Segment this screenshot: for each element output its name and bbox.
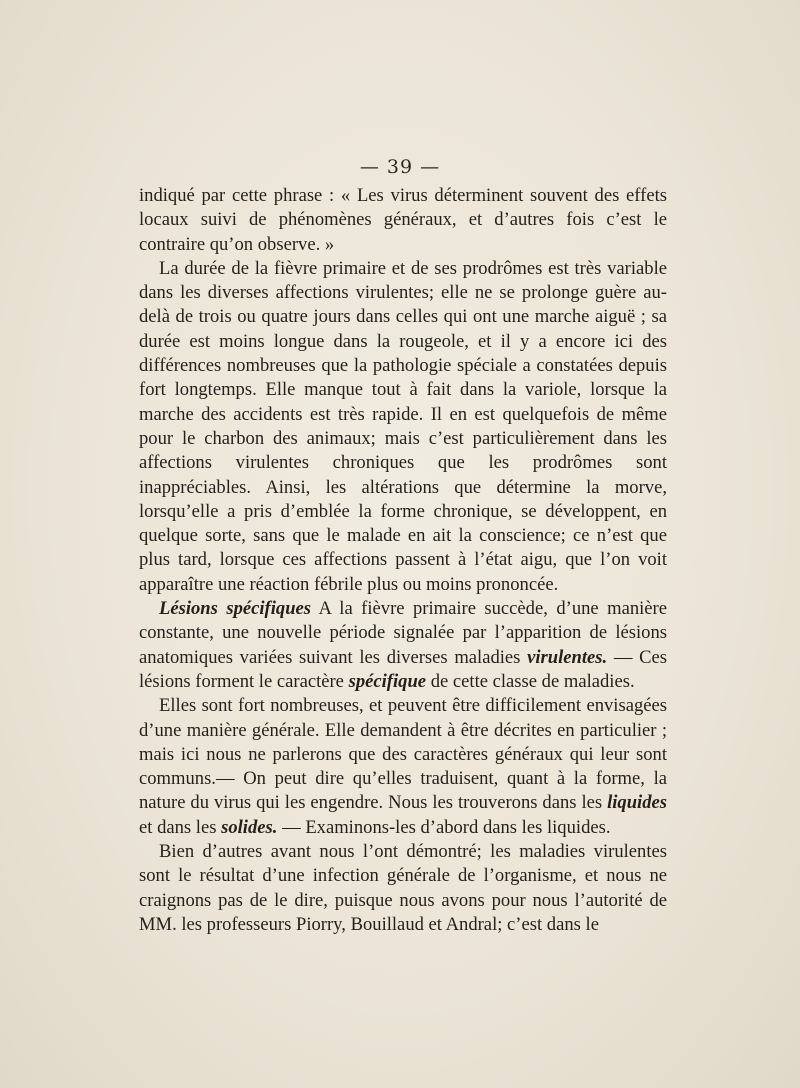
text-run: La durée de la fièvre primaire et de ses prodrômes est très variable dans les diverses affections virulentes; elle ne se prolonge guère au-delà de trois ou quatre jours dans celles qui ont une marche aiguë ; sa durée est moins longue dans la rougeole, et il y a encore ici des différences nombreuses que la pathologie spéciale a constatées depuis fort longtemps. Elle manque tout à fait dans la variole, lorsque la marche des accidents est très rapide. Il en est quelquefois de même pour le charbon des animaux; mais c’est particulièrement dans les affections virulentes chroniques que les prodrômes sont inappréciables. Ainsi, les altérations que détermine la morve, lorsqu’elle a pris d’emblée la forme chronique, se développent, en quelque sorte, sans que le malade en ait la conscience; ce n’est que plus tard, lorsque ces affections passent à l’état aigu, que l’on voit apparaître une réaction fébrile plus ou moins prononcée. [139, 257, 667, 595]
text-run: A la fièvre primaire succède, d’une manière constante, une nouvelle période signalée par l’apparition de lésions anatomiques variées suivant les diverses maladies [139, 598, 667, 668]
text-run: — Examinons-les d’abord dans les liquides. [277, 816, 611, 838]
paragraph-p2 [139, 257, 667, 597]
text-run: — Ces lésions forment le caractère [139, 646, 667, 692]
paragraph-p4 [139, 694, 667, 840]
paragraph-p3 [139, 597, 667, 694]
text-run: indiqué par cette phrase : « Les virus déterminent souvent des effets locaux suivi de phénomènes généraux, et d’autres fois c’est le contraire qu’on observe. » [139, 185, 667, 255]
emphasized-text: virulentes. [527, 646, 608, 668]
paragraph-p5 [139, 840, 667, 937]
emphasized-text: spécifique [348, 670, 427, 692]
text-run: Bien d’autres avant nous l’ont démontré; les maladies virulentes sont le résultat d’une infection générale de l’organisme, et nous ne craignons pas de le dire, puisque nous avons pour nous l’autorité de MM. les professeurs Piorry, Bouillaud et Andral; c’est dans le [139, 841, 667, 935]
paragraph-p1 [139, 184, 667, 257]
emphasized-text: solides. [221, 816, 278, 838]
text-run: Elles sont fort nombreuses, et peuvent être difficilement envisagées d’une manière générale. Elle demandent à être décrites en particulier ; mais ici nous ne parlerons que des caractères généraux qui leur sont communs.— On peut dire qu’elles traduisent, quant à la forme, la nature du virus qui les engendre. Nous les trouverons dans les [139, 695, 667, 814]
text-run: de cette classe de maladies. [426, 670, 635, 692]
page-number: — 39 — [359, 156, 441, 178]
page-body-text [139, 184, 667, 937]
emphasized-text: Lésions spécifiques [159, 598, 312, 620]
emphasized-text: liquides [607, 792, 667, 814]
text-run: et dans les [139, 816, 222, 838]
